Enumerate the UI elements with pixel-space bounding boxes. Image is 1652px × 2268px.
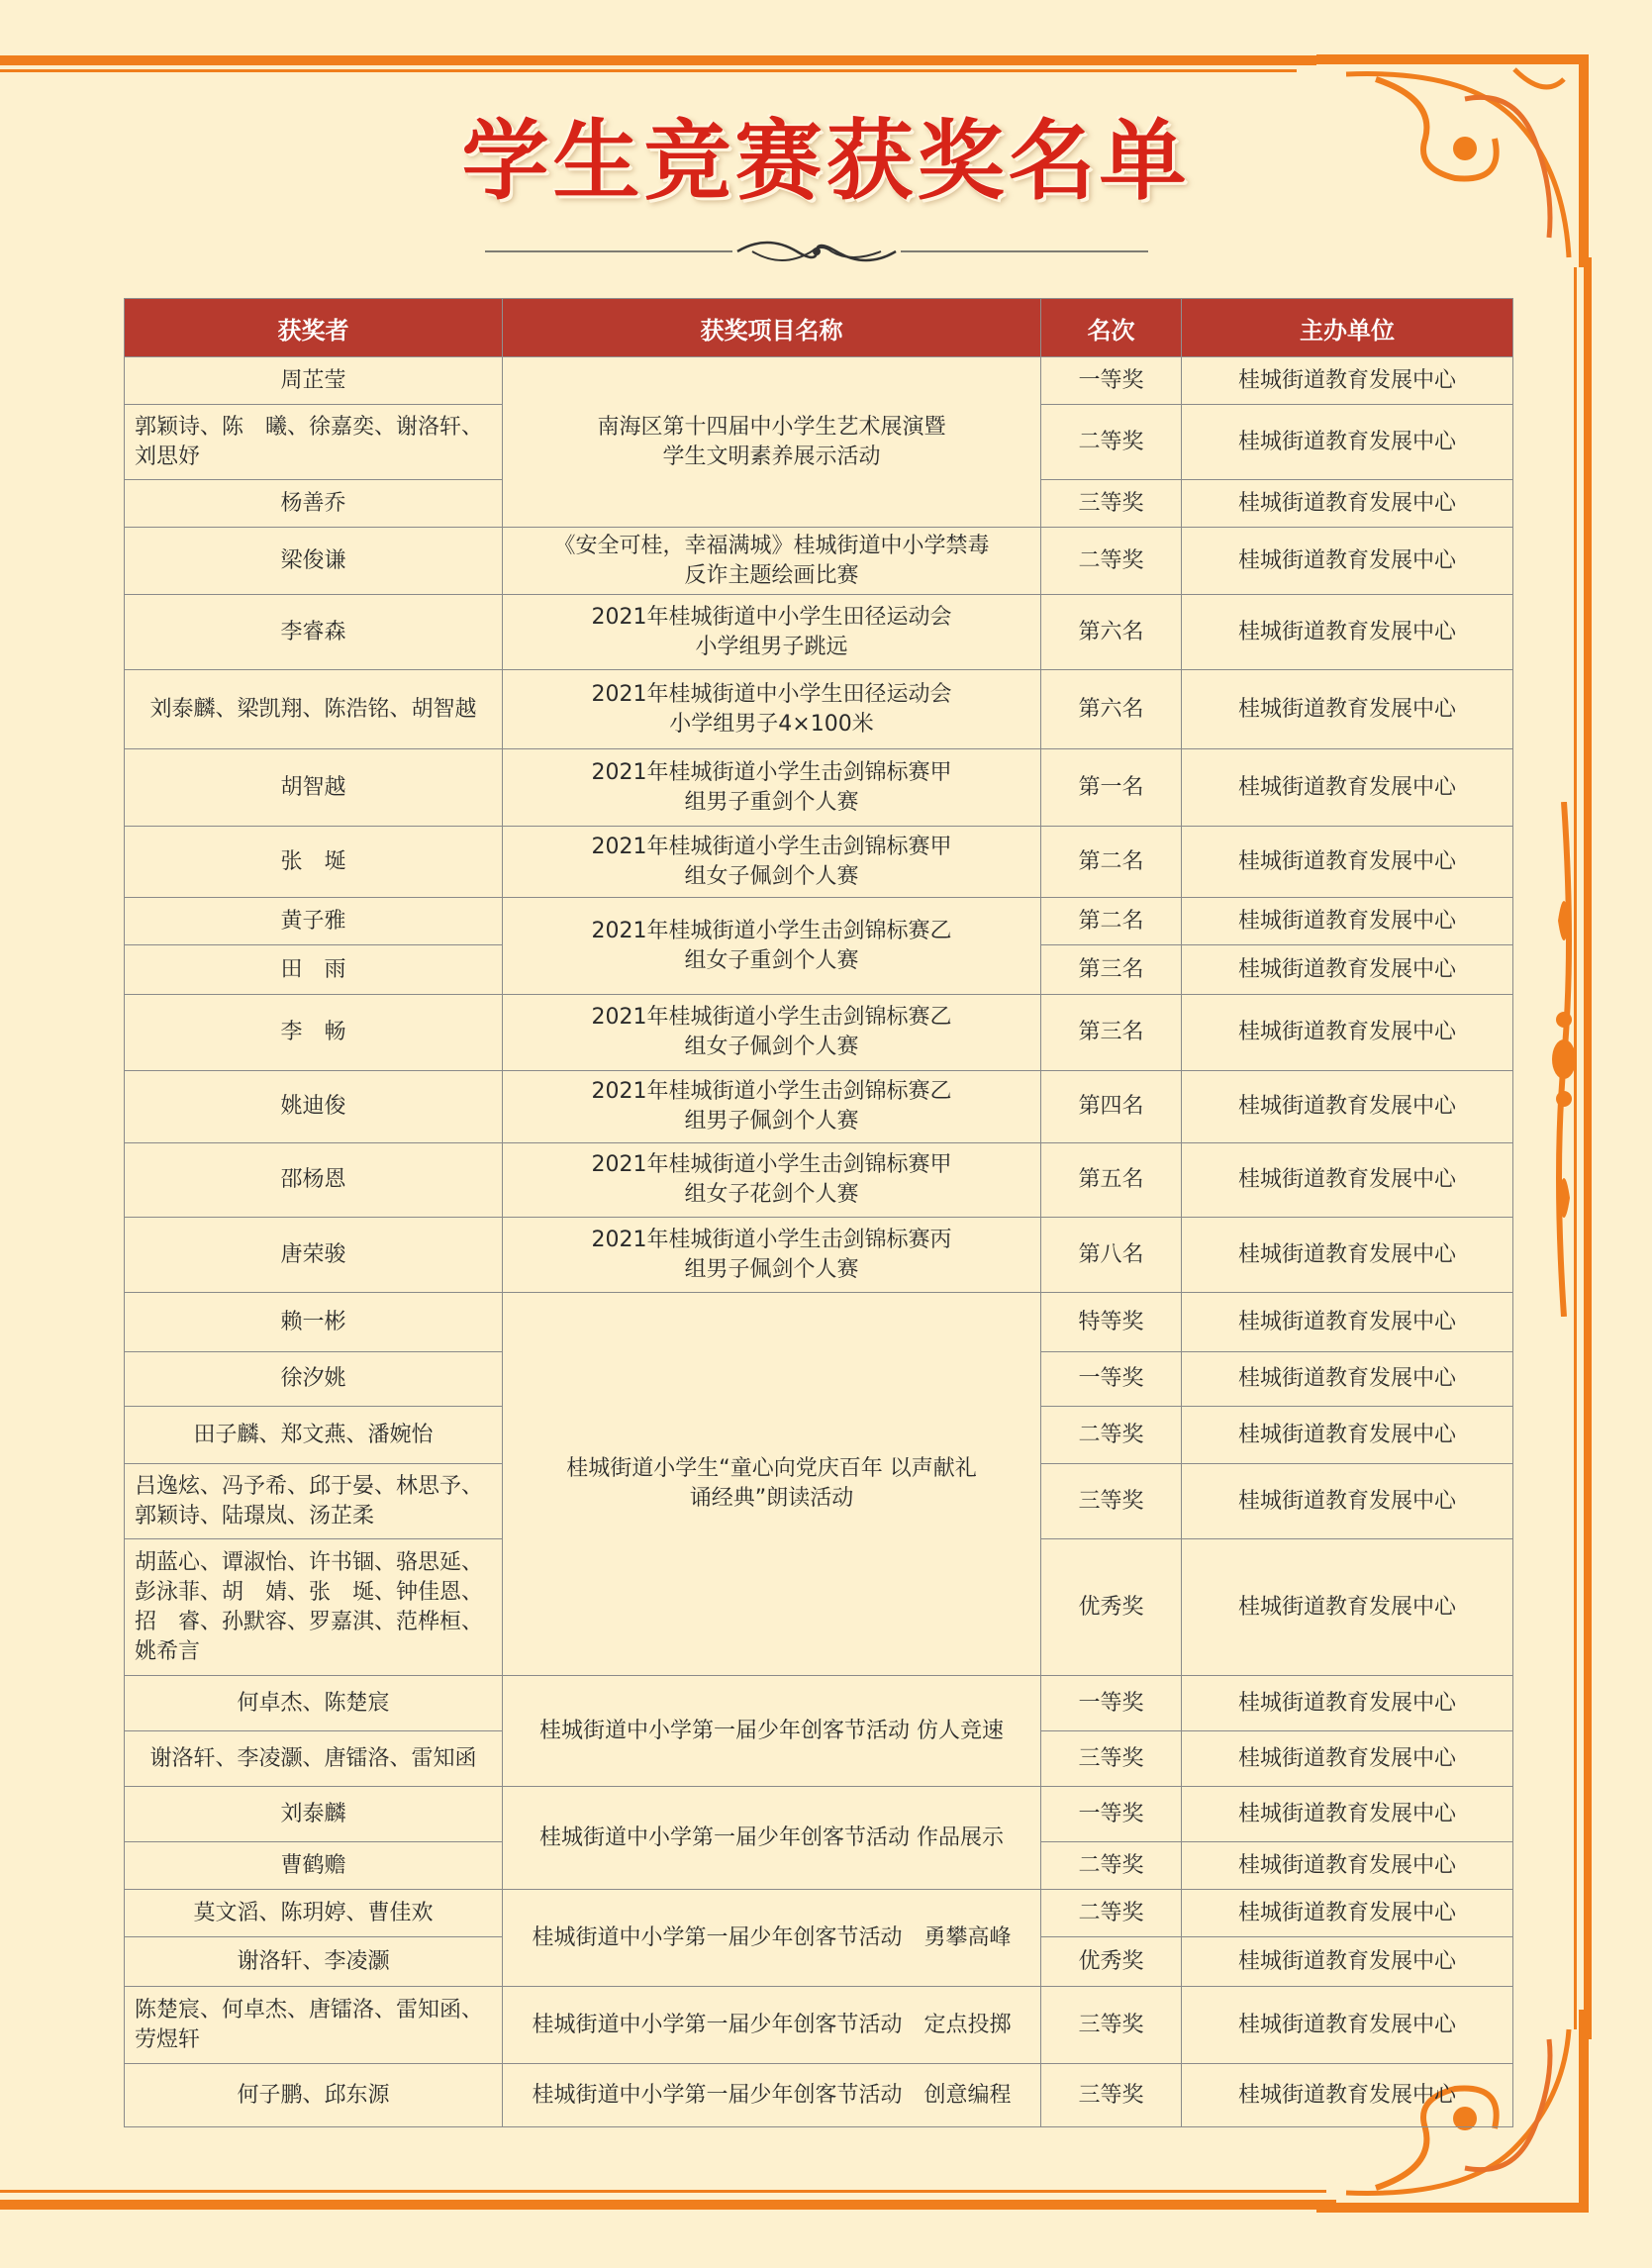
project-cell: 桂城街道中小学第一届少年创客节活动 勇攀高峰 bbox=[503, 1890, 1041, 1987]
organizer-cell: 桂城街道教育发展中心 bbox=[1182, 945, 1513, 995]
organizer-cell: 桂城街道教育发展中心 bbox=[1182, 1352, 1513, 1407]
rank-cell: 第四名 bbox=[1041, 1071, 1182, 1143]
rank-cell: 二等奖 bbox=[1041, 1890, 1182, 1937]
organizer-cell: 桂城街道教育发展中心 bbox=[1182, 595, 1513, 670]
rank-cell: 二等奖 bbox=[1041, 528, 1182, 595]
header-winner: 获奖者 bbox=[125, 299, 503, 357]
project-cell: 2021年桂城街道中小学生田径运动会小学组男子4×100米 bbox=[503, 670, 1041, 749]
rank-cell: 第三名 bbox=[1041, 945, 1182, 995]
winner-cell: 田子麟、郑文燕、潘婉怡 bbox=[125, 1407, 503, 1464]
organizer-cell: 桂城街道教育发展中心 bbox=[1182, 480, 1513, 528]
winner-cell: 曹鹤赡 bbox=[125, 1842, 503, 1890]
table-row bbox=[125, 898, 1513, 945]
project-cell: 2021年桂城街道小学生击剑锦标赛甲组女子佩剑个人赛 bbox=[503, 827, 1041, 898]
project-cell: 2021年桂城街道小学生击剑锦标赛乙组女子重剑个人赛 bbox=[503, 898, 1041, 995]
rank-cell: 一等奖 bbox=[1041, 1787, 1182, 1842]
rank-cell: 三等奖 bbox=[1041, 2064, 1182, 2127]
project-cell: 2021年桂城街道小学生击剑锦标赛乙组男子佩剑个人赛 bbox=[503, 1071, 1041, 1143]
organizer-cell: 桂城街道教育发展中心 bbox=[1182, 827, 1513, 898]
table-row bbox=[125, 1218, 1513, 1293]
organizer-cell: 桂城街道教育发展中心 bbox=[1182, 749, 1513, 827]
organizer-cell: 桂城街道教育发展中心 bbox=[1182, 1987, 1513, 2064]
rank-cell: 三等奖 bbox=[1041, 1464, 1182, 1539]
header-organizer: 主办单位 bbox=[1182, 299, 1513, 357]
header-project: 获奖项目名称 bbox=[503, 299, 1041, 357]
table-row bbox=[125, 595, 1513, 670]
winner-cell: 胡智越 bbox=[125, 749, 503, 827]
rank-cell: 三等奖 bbox=[1041, 1987, 1182, 2064]
rank-cell: 优秀奖 bbox=[1041, 1539, 1182, 1676]
organizer-cell: 桂城街道教育发展中心 bbox=[1182, 898, 1513, 945]
project-cell: 2021年桂城街道小学生击剑锦标赛乙组女子佩剑个人赛 bbox=[503, 995, 1041, 1071]
winner-cell: 郭颖诗、陈 曦、徐嘉奕、谢洛轩、刘思妤 bbox=[125, 405, 503, 480]
winner-cell: 邵杨恩 bbox=[125, 1143, 503, 1218]
winner-cell: 黄子雅 bbox=[125, 898, 503, 945]
project-cell: 2021年桂城街道中小学生田径运动会小学组男子跳远 bbox=[503, 595, 1041, 670]
title-divider-ornament bbox=[485, 230, 1148, 269]
award-table bbox=[124, 298, 1513, 2127]
organizer-cell: 桂城街道教育发展中心 bbox=[1182, 670, 1513, 749]
table-row bbox=[125, 357, 1513, 405]
table-row bbox=[125, 1987, 1513, 2064]
winner-cell: 胡蓝心、谭淑怡、许书锢、骆思延、彭泳菲、胡 婧、张 埏、钟佳恩、招 睿、孙默容、罗嘉淇、范桦桓、姚希言 bbox=[125, 1539, 503, 1676]
project-cell: 桂城街道小学生“童心向党庆百年 以声献礼诵经典”朗读活动 bbox=[503, 1293, 1041, 1676]
rank-cell: 特等奖 bbox=[1041, 1293, 1182, 1352]
rank-cell: 一等奖 bbox=[1041, 1352, 1182, 1407]
project-cell: 2021年桂城街道小学生击剑锦标赛甲组男子重剑个人赛 bbox=[503, 749, 1041, 827]
winner-cell: 谢洛轩、李凌灏 bbox=[125, 1937, 503, 1987]
table-row bbox=[125, 1293, 1513, 1352]
project-cell: 桂城街道中小学第一届少年创客节活动 创意编程 bbox=[503, 2064, 1041, 2127]
winner-cell: 张 埏 bbox=[125, 827, 503, 898]
project-cell: 桂城街道中小学第一届少年创客节活动 定点投掷 bbox=[503, 1987, 1041, 2064]
rank-cell: 三等奖 bbox=[1041, 1731, 1182, 1787]
table-header-row bbox=[125, 299, 1513, 357]
organizer-cell: 桂城街道教育发展中心 bbox=[1182, 1539, 1513, 1676]
winner-cell: 梁俊谦 bbox=[125, 528, 503, 595]
table-row bbox=[125, 2064, 1513, 2127]
rank-cell: 第二名 bbox=[1041, 898, 1182, 945]
organizer-cell: 桂城街道教育发展中心 bbox=[1182, 1676, 1513, 1731]
project-cell: 2021年桂城街道小学生击剑锦标赛甲组女子花剑个人赛 bbox=[503, 1143, 1041, 1218]
winner-cell: 莫文滔、陈玥婷、曹佳欢 bbox=[125, 1890, 503, 1937]
table-row bbox=[125, 1071, 1513, 1143]
winner-cell: 田 雨 bbox=[125, 945, 503, 995]
frame-top-line bbox=[0, 55, 1316, 65]
winner-cell: 周芷莹 bbox=[125, 357, 503, 405]
rank-cell: 优秀奖 bbox=[1041, 1937, 1182, 1987]
table-row bbox=[125, 1676, 1513, 1731]
rank-cell: 第五名 bbox=[1041, 1143, 1182, 1218]
frame-right-line bbox=[1584, 257, 1592, 2039]
winner-cell: 杨善乔 bbox=[125, 480, 503, 528]
table-row bbox=[125, 1890, 1513, 1937]
frame-bottom-line-inner bbox=[0, 2190, 1326, 2193]
frame-bottom-line bbox=[0, 2200, 1336, 2210]
table-row bbox=[125, 528, 1513, 595]
winner-cell: 姚迪俊 bbox=[125, 1071, 503, 1143]
winner-cell: 刘泰麟 bbox=[125, 1787, 503, 1842]
rank-cell: 二等奖 bbox=[1041, 405, 1182, 480]
project-cell: 2021年桂城街道小学生击剑锦标赛丙组男子佩剑个人赛 bbox=[503, 1218, 1041, 1293]
table-row bbox=[125, 995, 1513, 1071]
organizer-cell: 桂城街道教育发展中心 bbox=[1182, 1218, 1513, 1293]
winner-cell: 吕逸炫、冯予希、邱于晏、林思予、郭颖诗、陆璟岚、汤芷柔 bbox=[125, 1464, 503, 1539]
rank-cell: 第一名 bbox=[1041, 749, 1182, 827]
rank-cell: 二等奖 bbox=[1041, 1842, 1182, 1890]
organizer-cell: 桂城街道教育发展中心 bbox=[1182, 2064, 1513, 2127]
organizer-cell: 桂城街道教育发展中心 bbox=[1182, 1890, 1513, 1937]
rank-cell: 一等奖 bbox=[1041, 1676, 1182, 1731]
winner-cell: 谢洛轩、李凌灏、唐镭洛、雷知函 bbox=[125, 1731, 503, 1787]
winner-cell: 徐汐姚 bbox=[125, 1352, 503, 1407]
organizer-cell: 桂城街道教育发展中心 bbox=[1182, 1842, 1513, 1890]
page-title: 学生竞赛获奖名单 bbox=[461, 110, 1191, 212]
table-row bbox=[125, 1143, 1513, 1218]
rank-cell: 二等奖 bbox=[1041, 1407, 1182, 1464]
winner-cell: 何子鹏、邱东源 bbox=[125, 2064, 503, 2127]
winner-cell: 陈楚宸、何卓杰、唐镭洛、雷知函、劳煜轩 bbox=[125, 1987, 503, 2064]
winner-cell: 李 畅 bbox=[125, 995, 503, 1071]
winner-cell: 李睿森 bbox=[125, 595, 503, 670]
frame-top-line-inner bbox=[0, 69, 1297, 72]
rank-cell: 三等奖 bbox=[1041, 480, 1182, 528]
rank-cell: 第六名 bbox=[1041, 670, 1182, 749]
rank-cell: 第三名 bbox=[1041, 995, 1182, 1071]
project-cell: 南海区第十四届中小学生艺术展演暨学生文明素养展示活动 bbox=[503, 357, 1041, 528]
table-row bbox=[125, 749, 1513, 827]
winner-cell: 唐荣骏 bbox=[125, 1218, 503, 1293]
project-cell: 《安全可桂，幸福满城》桂城街道中小学禁毒反诈主题绘画比赛 bbox=[503, 528, 1041, 595]
rank-cell: 第六名 bbox=[1041, 595, 1182, 670]
organizer-cell: 桂城街道教育发展中心 bbox=[1182, 1731, 1513, 1787]
organizer-cell: 桂城街道教育发展中心 bbox=[1182, 1787, 1513, 1842]
organizer-cell: 桂城街道教育发展中心 bbox=[1182, 1937, 1513, 1987]
table-row bbox=[125, 670, 1513, 749]
right-side-ornament bbox=[1544, 802, 1584, 1317]
organizer-cell: 桂城街道教育发展中心 bbox=[1182, 405, 1513, 480]
organizer-cell: 桂城街道教育发展中心 bbox=[1182, 1143, 1513, 1218]
organizer-cell: 桂城街道教育发展中心 bbox=[1182, 528, 1513, 595]
winner-cell: 刘泰麟、梁凯翔、陈浩铭、胡智越 bbox=[125, 670, 503, 749]
table-row bbox=[125, 1787, 1513, 1842]
project-cell: 桂城街道中小学第一届少年创客节活动 作品展示 bbox=[503, 1787, 1041, 1890]
rank-cell: 第八名 bbox=[1041, 1218, 1182, 1293]
organizer-cell: 桂城街道教育发展中心 bbox=[1182, 1071, 1513, 1143]
winner-cell: 赖一彬 bbox=[125, 1293, 503, 1352]
organizer-cell: 桂城街道教育发展中心 bbox=[1182, 995, 1513, 1071]
winner-cell: 何卓杰、陈楚宸 bbox=[125, 1676, 503, 1731]
organizer-cell: 桂城街道教育发展中心 bbox=[1182, 1293, 1513, 1352]
organizer-cell: 桂城街道教育发展中心 bbox=[1182, 1464, 1513, 1539]
organizer-cell: 桂城街道教育发展中心 bbox=[1182, 1407, 1513, 1464]
project-cell: 桂城街道中小学第一届少年创客节活动 仿人竞速 bbox=[503, 1676, 1041, 1787]
organizer-cell: 桂城街道教育发展中心 bbox=[1182, 357, 1513, 405]
header-rank: 名次 bbox=[1041, 299, 1182, 357]
table-row bbox=[125, 827, 1513, 898]
rank-cell: 第二名 bbox=[1041, 827, 1182, 898]
rank-cell: 一等奖 bbox=[1041, 357, 1182, 405]
